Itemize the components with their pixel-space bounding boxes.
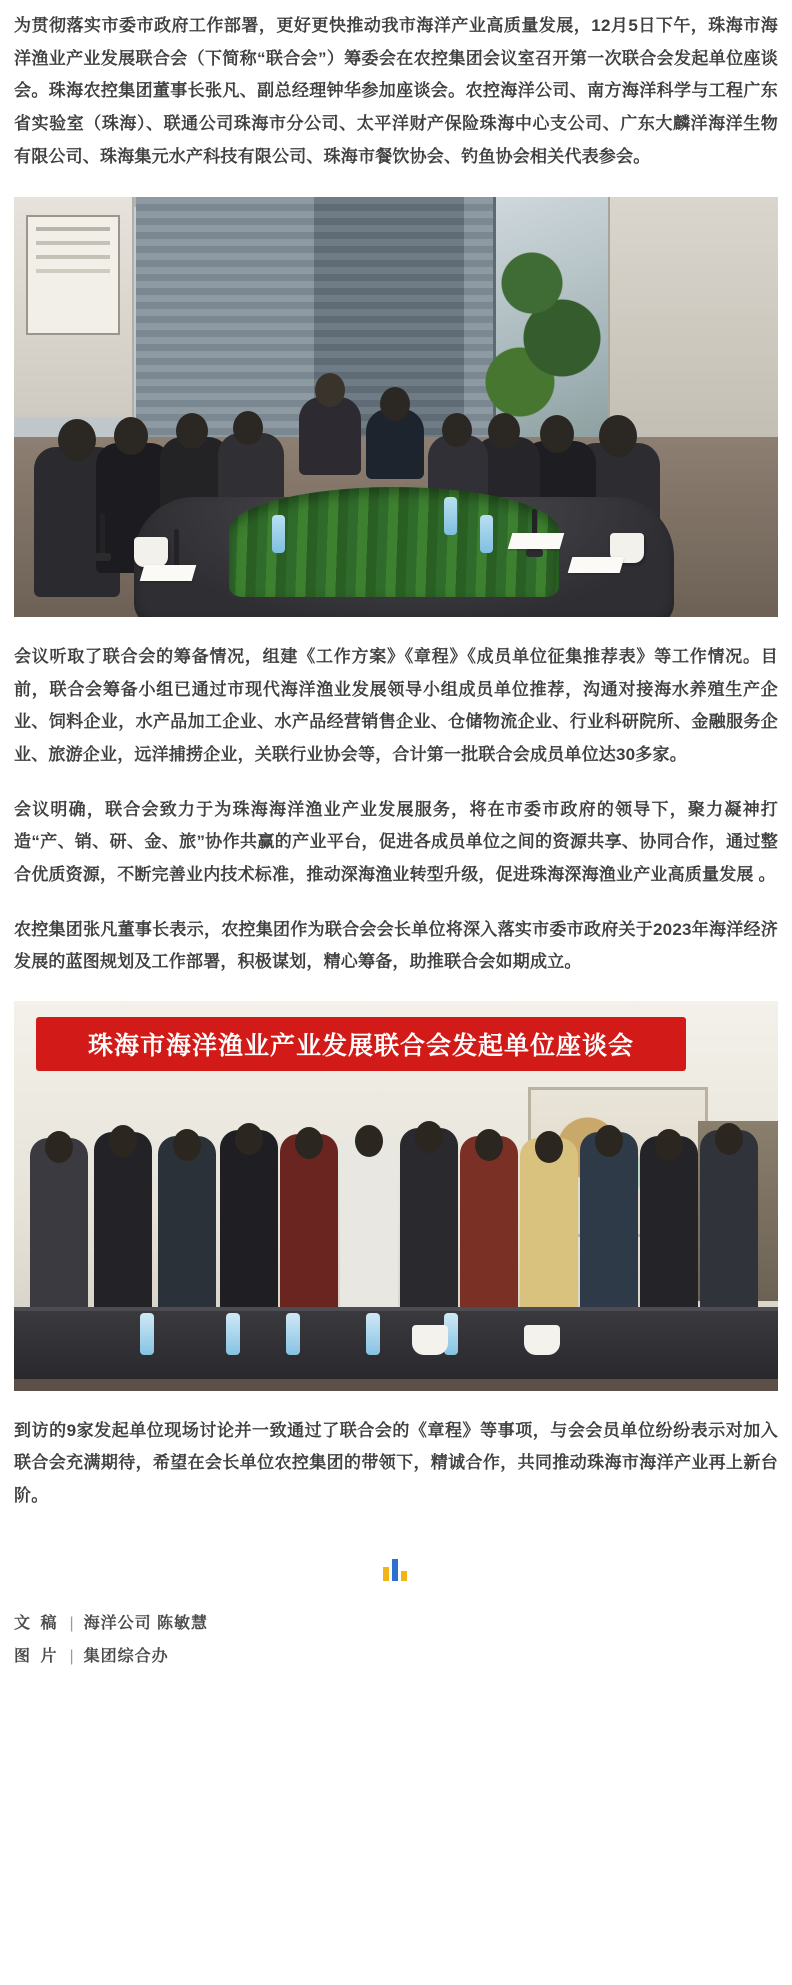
attendee-head [45,1131,73,1163]
attendee [280,1134,338,1308]
paragraph-2: 会议听取了联合会的筹备情况，组建《工作方案》《章程》《成员单位征集推荐表》等工作情况。目前，联合会筹备小组已通过市现代海洋渔业发展领导小组成员单位推荐，沟通对接海水养殖生产企业、饲料企业，水产品加工企业、水产品经营销售企业、仓储物流企业、行业科研院所、金融服务企业、旅游企业，远洋捕捞企业，关联行业协会等，合计第一批联合会成员单位达30多家。 [14,647,778,764]
credit-row [14,1640,778,1674]
outdoor-greenery [484,217,604,437]
attendee [460,1136,518,1308]
paragraph-5: 到访的9家发起单位现场讨论并一致通过了联合会的《章程》等事项，与会会员单位纷纷表示对加入联合会充满期待，希望在会长单位农控集团的带领下，精诚合作，共同推动珠海市海洋产业再上新台阶。 [14,1420,778,1505]
wall-board [26,215,120,335]
attendee-head [535,1131,563,1163]
credit-value: 海洋公司 陈敏慧 [83,1614,209,1632]
participant-head [58,419,96,461]
participant-head [442,413,472,447]
credit-value: 集团综合办 [83,1648,169,1666]
brand-logo-bar-3 [401,1571,407,1581]
participant-head [599,415,637,457]
attendee-head [109,1125,137,1157]
water-bottle [366,1313,380,1355]
tea-cup [134,537,168,567]
attendee-row [14,1093,778,1308]
participant-head [315,373,345,407]
attendee [640,1136,698,1308]
water-bottle [272,515,285,553]
attendee [340,1132,398,1308]
attendee-head [355,1125,383,1157]
right-wall [608,197,778,437]
brand-logo-bar-2 [392,1559,398,1581]
attendee [700,1130,758,1308]
water-bottle [286,1313,300,1355]
attendee [580,1132,638,1308]
document-paper [508,533,565,549]
attendee-head [655,1129,683,1161]
participant-head [540,415,574,453]
document-paper [140,565,197,581]
attendee [30,1138,88,1308]
microphone [100,513,105,559]
attendee [400,1128,458,1308]
participant-head [176,413,208,449]
credit-row [14,1607,778,1641]
tea-cup [524,1325,560,1355]
attendee-head [595,1125,623,1157]
water-bottle [480,515,493,553]
attendee-head [173,1129,201,1161]
credit-label: 图 片 [14,1648,60,1666]
conference-room-meeting-photo [14,197,778,617]
water-bottle [444,497,457,535]
credit-separator: | [69,1648,74,1666]
attendee [158,1136,216,1308]
attendee-head [415,1121,443,1153]
event-banner-text: 珠海市海洋渔业产业发展联合会发起单位座谈会 [87,1031,634,1060]
credit-separator: | [69,1614,74,1632]
article-page [0,10,792,1700]
brand-logo-bar-1 [383,1567,389,1581]
event-banner [36,1017,686,1071]
paragraph-3: 会议明确，联合会致力于为珠海海洋渔业产业发展服务，将在市委市政府的领导下，聚力凝神打造“产、销、研、金、旅”协作共赢的产业平台，促进各成员单位之间的资源共享、协同合作，通过整合优质资源，不断完善业内技术标准，推动深海渔业转型升级，促进珠海深海渔业产业高质量发展 。 [14,799,778,884]
attendee-head [235,1123,263,1155]
attendee [220,1130,278,1308]
participant-head [114,417,148,455]
floor-edge [14,1379,778,1391]
credits-block [14,1607,778,1700]
participant-head [380,387,410,421]
water-bottle [226,1313,240,1355]
participant [299,397,361,475]
brand-logo [383,1559,409,1581]
document-paper [568,557,625,573]
tea-cup [412,1325,448,1355]
attendee-head [295,1127,323,1159]
attendee [520,1138,578,1308]
attendee-head [475,1129,503,1161]
water-bottle [140,1313,154,1355]
paragraph-1: 为贯彻落实市委市政府工作部署，更好更快推动我市海洋产业高质量发展，12月5日下午，珠海市海洋渔业产业发展联合会（下简称“联合会”）筹委会在农控集团会议室召开第一次联合会发起单位座谈会。珠海农控集团董事长张凡、副总经理钟华参加座谈会。农控海洋公司、南方海洋科学与工程广东省实验室（珠海）、联通公司珠海市分公司、太平洋财产保险珠海中心支公司、广东大麟洋海洋生物有限公司、珠海集元水产科技有限公司、珠海市餐饮协会、钓鱼协会相关代表参会。 [14,16,778,166]
attendee [94,1132,152,1308]
attendee-head [715,1123,743,1155]
participant-head [233,411,263,445]
group-photo [14,1001,778,1391]
paragraph-4: 农控集团张凡董事长表示，农控集团作为联合会会长单位将深入落实市委市政府关于2023年海洋经济发展的蓝图规划及工作部署，积极谋划，精心筹备，助推联合会如期成立。 [14,919,778,972]
participant-head [488,413,520,449]
brand-logo-container [14,1535,778,1607]
credit-label: 文 稿 [14,1614,60,1632]
